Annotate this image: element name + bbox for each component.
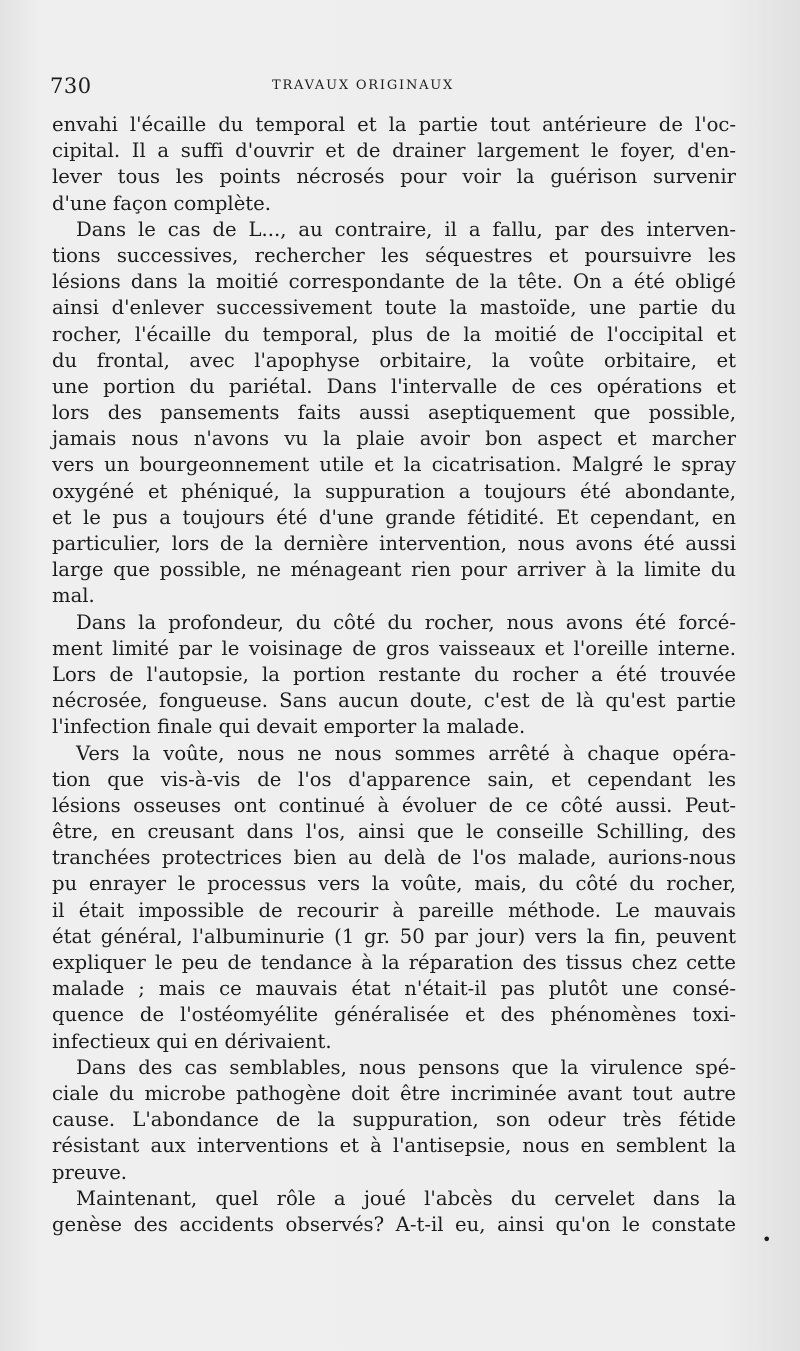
text-line: infectieux qui en dérivaient. <box>52 1029 332 1053</box>
text-line: nécrosée, fongueuse. Sans aucun doute, c'est de là qu'est partie <box>52 689 736 713</box>
text-line: Vers la voûte, nous ne nous sommes arrêté à chaque opéra- <box>76 741 736 765</box>
text-line: état général, l'albuminurie (1 gr. 50 par jour) vers la fin, peuvent <box>52 924 736 948</box>
text-line: Dans le cas de L..., au contraire, il a fallu, par des interven- <box>76 217 736 241</box>
text-line: tranchées protectrices bien au delà de l'os malade, aurions-nous <box>52 846 736 870</box>
text-line: Dans la profondeur, du côté du rocher, nous avons été forcé- <box>76 610 736 634</box>
page-number: 730 <box>50 74 92 98</box>
text-line: Lors de l'autopsie, la portion restante du rocher a été trouvée <box>52 662 736 686</box>
text-line: large que possible, ne ménageant rien pour arriver à la limite du <box>52 558 736 582</box>
text-line: ainsi d'enlever successivement toute la mastoïde, une partie du <box>52 296 736 320</box>
text-line: oxygéné et phéniqué, la suppuration a toujours été abondante, <box>52 479 736 503</box>
text-line: lors des pansements faits aussi aseptiquement que possible, <box>52 401 736 425</box>
text-line: quence de l'ostéomyélite généralisée et des phénomènes toxi- <box>52 1003 736 1027</box>
running-head: TRAVAUX ORIGINAUX <box>272 78 455 93</box>
text-line: il était impossible de recourir à pareille méthode. Le mauvais <box>52 898 736 922</box>
text-line: ment limité par le voisinage de gros vaisseaux et l'oreille interne. <box>52 636 736 660</box>
text-line: envahi l'écaille du temporal et la partie tout antérieure de l'oc- <box>52 113 736 136</box>
text-line: tion que vis-à-vis de l'os d'apparence sain, et cependant les <box>52 767 736 791</box>
text-line: être, en creusant dans l'os, ainsi que le conseille Schilling, des <box>52 820 736 844</box>
text-line: expliquer le peu de tendance à la réparation des tissus chez cette <box>52 951 736 974</box>
text-line: une portion du pariétal. Dans l'intervalle de ces opérations et <box>52 374 736 398</box>
text-line: d'une façon complète. <box>52 191 271 215</box>
text-line: lésions osseuses ont continué à évoluer de ce côté aussi. Peut- <box>52 793 736 817</box>
text-line: preuve. <box>52 1160 128 1184</box>
text-line: et le pus a toujours été d'une grande fétidité. Et cependant, en <box>52 505 736 529</box>
text-line: vers un bourgeonnement utile et la cicatrisation. Malgré le spray <box>52 453 736 477</box>
text-line: lever tous les points nécrosés pour voir la guérison survenir <box>52 165 736 189</box>
text-line: jamais nous n'avons vu la plaie avoir bon aspect et marcher <box>52 427 736 451</box>
body-text <box>52 112 736 1238</box>
text-line: ciale du microbe pathogène doit être incriminée avant tout autre <box>52 1081 736 1105</box>
text-line: malade ; mais ce mauvais état n'était-il pas plutôt une consé- <box>52 977 736 1001</box>
text-line: lésions dans la moitié correspondante de la tête. On a été obligé <box>52 270 736 294</box>
text-line: particulier, lors de la dernière intervention, nous avons été aussi <box>52 532 736 555</box>
text-line: pu enrayer le processus vers la voûte, mais, du côté du rocher, <box>52 872 736 896</box>
text-line: mal. <box>52 584 95 608</box>
text-line: cause. L'abondance de la suppuration, son odeur très fétide <box>52 1108 736 1132</box>
text-line: genèse des accidents observés? A-t-il eu, ainsi qu'on le constate <box>52 1212 736 1236</box>
text-line: tions successives, rechercher les séquestres et poursuivre les <box>52 243 736 267</box>
text-line: Dans des cas semblables, nous pensons que la virulence spé- <box>76 1055 736 1079</box>
text-line: Maintenant, quel rôle a joué l'abcès du cervelet dans la <box>76 1186 736 1210</box>
text-line: résistant aux interventions et à l'antisepsie, nous en semblent la <box>52 1134 736 1158</box>
text-line: cipital. Il a suffi d'ouvrir et de drainer largement le foyer, d'en- <box>52 139 736 163</box>
text-line: rocher, l'écaille du temporal, plus de la moitié de l'occipital et <box>52 322 736 346</box>
margin-mark: • <box>762 1230 772 1249</box>
text-line: du frontal, avec l'apophyse orbitaire, la voûte orbitaire, et <box>52 348 736 372</box>
text-line: l'infection finale qui devait emporter la malade. <box>52 715 526 739</box>
